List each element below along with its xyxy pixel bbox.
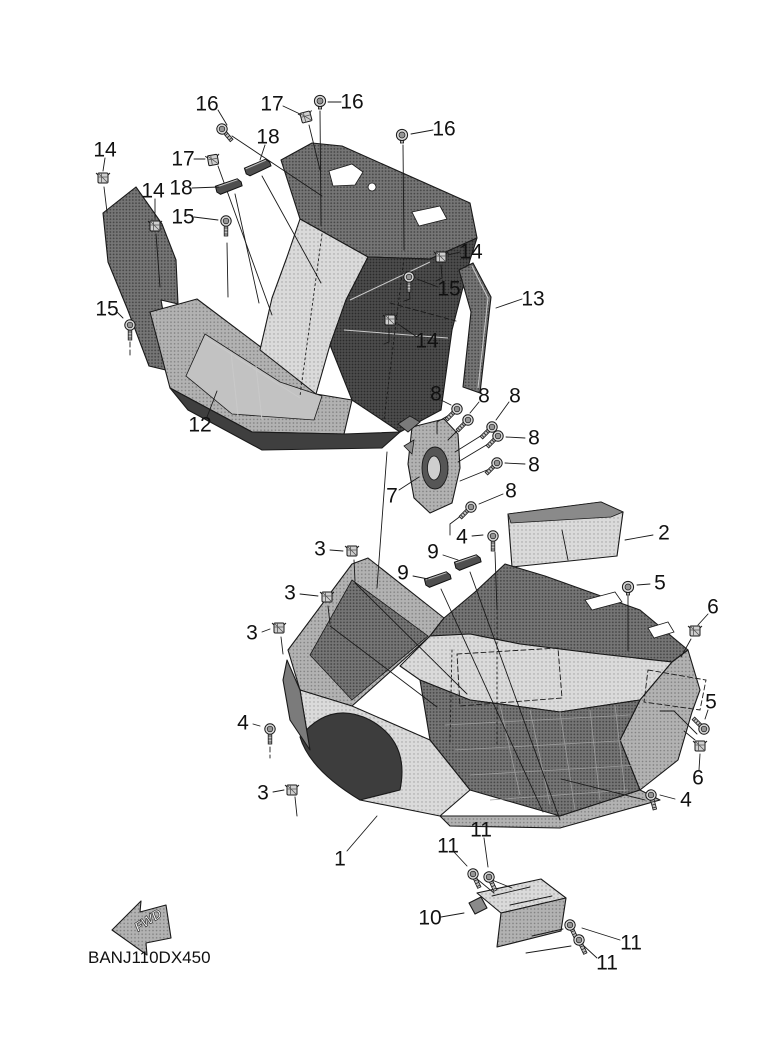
callout-label: 17 <box>171 147 195 171</box>
callout-leader-line <box>506 437 525 438</box>
damper-icon <box>424 571 452 588</box>
clip-icon <box>205 154 221 166</box>
callout-leader-line <box>443 555 458 560</box>
callout-label: 12 <box>188 413 212 437</box>
callout-label: 11 <box>470 818 492 842</box>
part-1-under-cover <box>283 558 706 828</box>
callout-leader-line <box>441 913 464 917</box>
callout-leader-line <box>660 795 675 799</box>
callout-label: 16 <box>432 117 456 141</box>
bolt-icon <box>221 216 231 236</box>
clip-icon <box>298 110 314 123</box>
callout-leader-line <box>347 816 377 851</box>
callout-label: 3 <box>284 581 296 605</box>
bolt-icon <box>483 456 505 478</box>
callout-label: 5 <box>705 690 717 714</box>
callout-label: 8 <box>509 384 521 408</box>
callout-leader-line <box>625 535 653 540</box>
callout-label: 3 <box>257 781 269 805</box>
fwd-arrow <box>112 901 171 955</box>
callout-label: 17 <box>260 92 284 116</box>
clip-icon <box>345 546 359 556</box>
callout-leader-line <box>413 576 428 579</box>
bolt-icon <box>125 320 135 340</box>
callout-label: 16 <box>340 90 364 114</box>
callout-leader-line <box>273 790 284 792</box>
callout-leader-line <box>484 838 488 867</box>
callout-label: 6 <box>692 766 704 790</box>
bolt-icon <box>265 724 275 744</box>
callout-label: 7 <box>386 484 398 508</box>
callout-label: 15 <box>95 297 119 321</box>
callout-label: 16 <box>195 92 219 116</box>
callout-label: 3 <box>314 537 326 561</box>
damper-icon <box>215 178 243 195</box>
damper-icon <box>454 554 482 571</box>
bolt-icon <box>457 500 479 522</box>
callout-label: 10 <box>418 906 442 930</box>
callout-label: 6 <box>707 595 719 619</box>
callout-label: 14 <box>415 329 439 353</box>
callout-label: 8 <box>478 384 490 408</box>
callout-leader-line <box>479 494 503 504</box>
callout-label: 14 <box>141 179 165 203</box>
part-code: BANJ110DX450 <box>88 948 211 967</box>
callout-leader-line <box>218 110 227 125</box>
callout-label: 8 <box>528 453 540 477</box>
callout-leader-line <box>253 724 260 726</box>
callout-leader-line <box>582 928 620 940</box>
bolt-icon <box>443 402 465 424</box>
callout-label: 11 <box>596 951 618 975</box>
bolt-icon <box>488 531 498 551</box>
callout-leader-line <box>472 535 483 536</box>
callout-leader-line <box>505 463 525 464</box>
clip-icon <box>96 173 110 183</box>
callout-leader-line <box>496 299 522 308</box>
callout-label: 4 <box>237 711 249 735</box>
clip-icon <box>272 623 286 633</box>
callout-label: 2 <box>658 521 670 545</box>
callout-label: 15 <box>437 277 461 301</box>
fwd-label: FWD <box>131 905 165 935</box>
clip-icon <box>434 252 448 262</box>
bolt-icon <box>215 122 236 144</box>
clip-icon <box>688 626 702 636</box>
callout-label: 13 <box>521 287 545 311</box>
callout-leader-line <box>411 130 433 134</box>
clip-icon <box>285 785 299 795</box>
callout-label: 18 <box>169 176 193 200</box>
callout-label: 8 <box>528 426 540 450</box>
bolt-icon <box>622 581 633 595</box>
callout-leader-line <box>496 402 509 420</box>
callout-leader-line <box>192 187 219 188</box>
callout-label: 8 <box>505 479 517 503</box>
deck-hole <box>368 183 376 191</box>
callout-label: 4 <box>680 788 692 812</box>
part-13-strip <box>459 263 491 393</box>
part-7-bracket <box>398 416 460 513</box>
bolt-icon <box>466 867 484 890</box>
bolt-icon <box>396 129 407 143</box>
callout-leader-line <box>262 629 270 632</box>
callout-label: 11 <box>437 834 459 858</box>
callout-label: 3 <box>246 621 258 645</box>
part-2-pad <box>508 502 623 567</box>
callout-label: 14 <box>93 138 117 162</box>
callout-label: 11 <box>620 931 642 955</box>
bolt-icon <box>572 933 590 956</box>
callout-leader-line <box>300 594 318 596</box>
callout-leader-line <box>637 584 650 585</box>
callout-leader-line <box>194 217 218 220</box>
callout-label: 4 <box>456 525 468 549</box>
part-10-plate <box>469 879 566 947</box>
callout-label: 9 <box>427 540 439 564</box>
callout-label: 5 <box>654 571 666 595</box>
callout-label: 8 <box>430 382 442 406</box>
callout-label: 15 <box>171 205 195 229</box>
damper-icon <box>244 158 272 176</box>
bolt-icon <box>690 715 712 737</box>
callout-label: 9 <box>397 561 409 585</box>
clip-icon <box>693 741 707 751</box>
callout-leader-line <box>330 550 343 551</box>
callout-label: 18 <box>256 125 280 149</box>
bolt-icon <box>314 95 325 109</box>
callout-label: 1 <box>334 847 346 871</box>
clip-icon <box>383 315 397 325</box>
callout-leader-line <box>283 106 300 114</box>
callout-label: 14 <box>459 240 483 264</box>
clip-icon <box>148 221 162 231</box>
clip-icon <box>320 592 334 602</box>
